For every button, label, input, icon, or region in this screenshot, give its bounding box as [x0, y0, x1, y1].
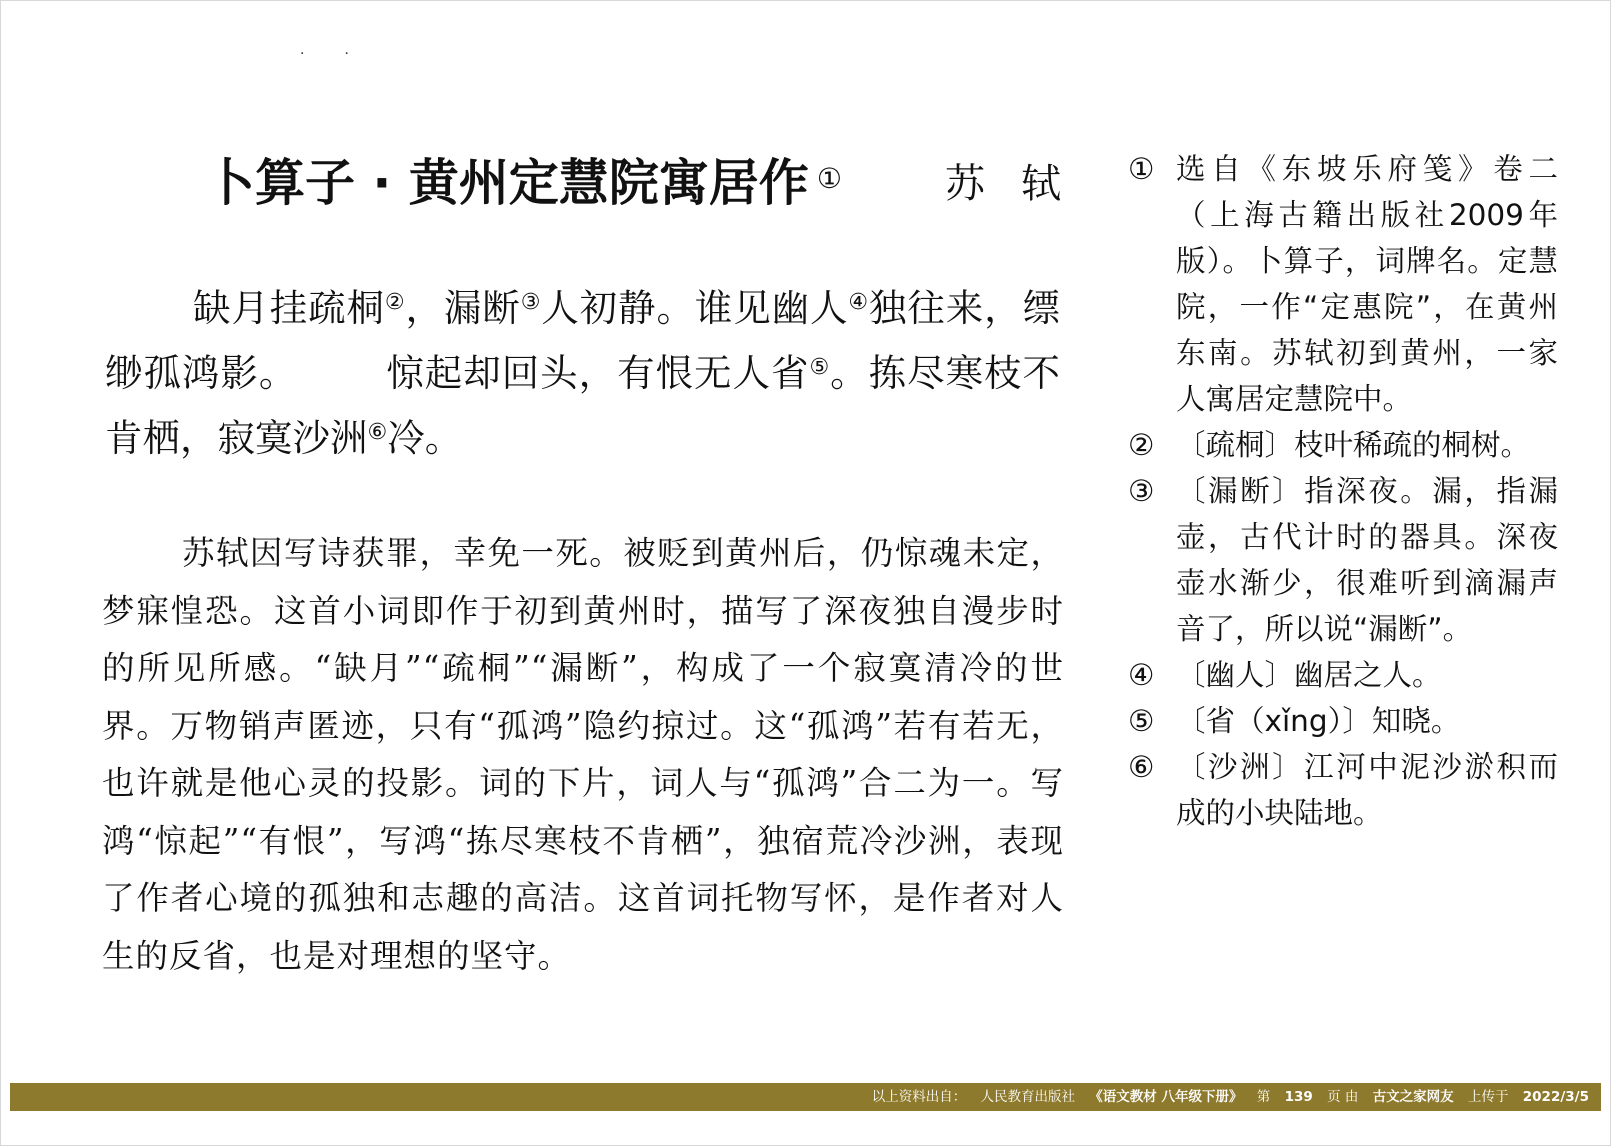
- footnote-number: ⑥: [1128, 750, 1155, 784]
- footer-uploader: 古文之家网友: [1372, 1089, 1454, 1105]
- footer-publisher: 人民教育出版社: [980, 1089, 1075, 1105]
- footnote-mark: ④: [848, 290, 869, 315]
- footnote-text: 〔疏桐〕枝叶稀疏的桐树。: [1176, 428, 1531, 462]
- footer-date: 2022/3/5: [1522, 1089, 1589, 1105]
- poem-title-text: 卜算子 · 黄州定慧院寓居作: [205, 154, 809, 212]
- poem-segment: 缺月挂疏桐: [193, 286, 385, 330]
- poem-segment: 独往来，缥缈孤鸿影。: [105, 286, 1060, 395]
- poem-segment: ，漏断: [405, 286, 521, 330]
- footnote-item: [1128, 652, 1558, 698]
- footnote-mark: ⑤: [809, 355, 831, 380]
- footnote-number: ③: [1128, 474, 1155, 508]
- footnotes-list: [1128, 146, 1558, 836]
- poem-body: [105, 276, 1060, 471]
- footnote-number: ①: [1128, 152, 1155, 186]
- footnote-mark: ③: [520, 290, 542, 315]
- title-row: [205, 148, 1097, 218]
- footnote-item: [1128, 468, 1558, 652]
- poem-segment: 。拣尽寒枝不肯栖，寂寞沙洲: [105, 351, 1061, 460]
- footnote-text: 〔省（xǐng）〕知晓。: [1176, 704, 1461, 738]
- footnote-number: ⑤: [1128, 704, 1155, 738]
- commentary-paragraph: 苏轼因写诗获罪，幸免一死。被贬到黄州后，仍惊魂未定，梦寐惶恐。这首小词即作于初到黄州时，描写了深夜独自漫步时的所见所感。“缺月”“疏桐”“漏断”，构成了一个寂寞清冷的世界。万物销声匿迹，只有“孤鸿”隐约掠过。这“孤鸿”若有若无，也许就是他心灵的投影。词的下片，词人与“孤鸿”合二为一。写鸿“惊起”“有恨”，写鸿“拣尽寒枝不肯栖”，独宿荒冷沙洲，表现了作者心境的孤独和志趣的高洁。这首词托物写怀，是作者对人生的反省，也是对理想的坚守。: [102, 534, 1064, 975]
- footnote-text: 〔幽人〕幽居之人。: [1176, 658, 1442, 692]
- footnote-item: [1128, 422, 1558, 468]
- poem-title: [205, 148, 842, 218]
- footnote-number: ④: [1128, 658, 1155, 692]
- footer-uploaded-label: 上传于: [1467, 1089, 1509, 1105]
- footnote-number: ②: [1128, 428, 1155, 462]
- footer-page-suffix: 页 由: [1327, 1089, 1359, 1105]
- footer-book-title: 《语文教材 八年级下册》: [1089, 1089, 1243, 1105]
- poem-segment: 冷。: [387, 416, 463, 460]
- footer-page-prefix: 第: [1256, 1089, 1271, 1105]
- scan-specks: ··: [300, 46, 389, 62]
- footer-page-number: 139: [1284, 1089, 1313, 1105]
- footer-source-label: 以上资料出自：: [871, 1089, 967, 1105]
- footnote-mark: ②: [384, 290, 406, 315]
- poem-segment: 惊起却回头，有恨无人省: [385, 351, 810, 395]
- footnote-text: 〔沙洲〕江河中泥沙淤积而成的小块陆地。: [1176, 750, 1558, 830]
- footnote-text: 选自《东坡乐府笺》卷二（上海古籍出版社2009年版）。卜算子，词牌名。定慧院，一作“定惠院”，在黄州东南。苏轼初到黄州，一家人寓居定慧院中。: [1176, 152, 1558, 416]
- footnote-item: [1128, 744, 1558, 836]
- poem-segment: 人初静。谁见幽人: [541, 286, 849, 330]
- footnote-item: [1128, 146, 1558, 422]
- footnote-text: 〔漏断〕指深夜。漏，指漏壶，古代计时的器具。深夜壶水渐少，很难听到滴漏声音了，所以说“漏断”。: [1176, 474, 1558, 646]
- title-footnote-mark: ①: [816, 162, 842, 195]
- poem-author: 苏轼: [945, 161, 1097, 207]
- footnote-item: [1128, 698, 1558, 744]
- source-footer-bar: [10, 1083, 1601, 1111]
- footnote-mark: ⑥: [367, 420, 388, 445]
